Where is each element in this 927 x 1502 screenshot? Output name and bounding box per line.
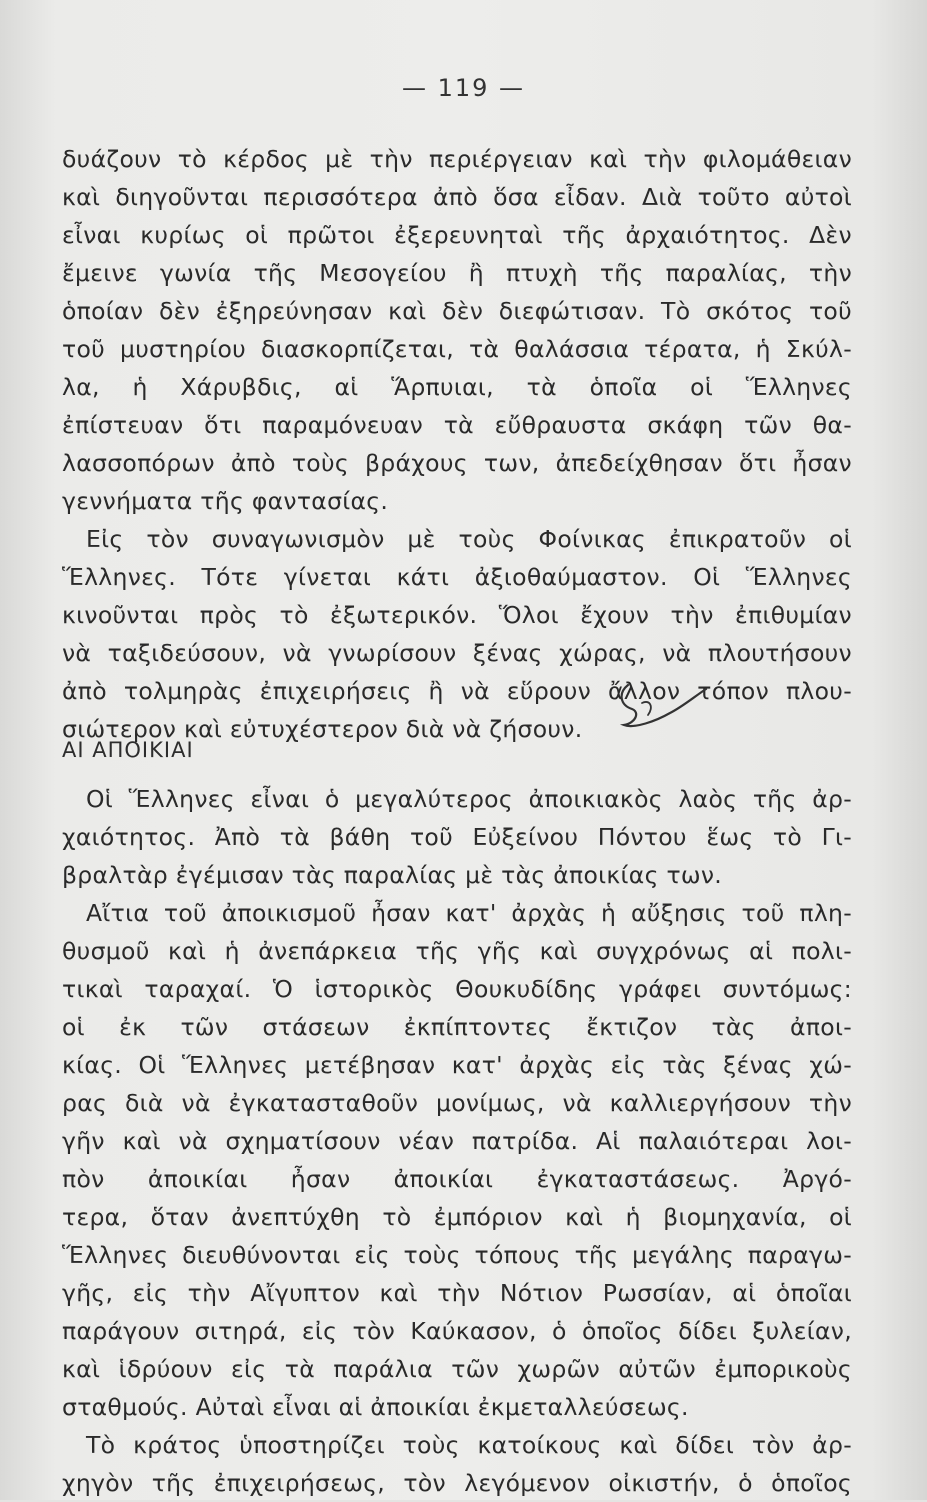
- text-line: λα, ἡ Χάρυβδις, αἱ Ἅρπυιαι, τὰ ὁποῖα οἱ Ἕλληνες: [62, 373, 852, 401]
- text-line: Τὸ κράτος ὑποστηρίζει τοὺς κατοίκους καὶ δίδει τὸν ἀρ-: [86, 1431, 852, 1459]
- text-line: Ἕλληνες διευθύνονται εἰς τοὺς τόπους τῆς μεγάλης παραγω-: [62, 1241, 852, 1269]
- paragraph: [62, 1426, 852, 1502]
- text-line: σταθμούς. Αὐταὶ εἶναι αἱ ἀποικίαι ἐκμεταλλεύσεως.: [62, 1393, 689, 1421]
- top-text-block: [62, 140, 852, 748]
- text-line: κινοῦνται πρὸς τὸ ἐξωτερικόν. Ὅλοι ἔχουν τὴν ἐπιθυμίαν: [62, 601, 852, 629]
- text-line: Ἕλληνες. Τότε γίνεται κάτι ἀξιοθαύμαστον. Οἱ Ἕλληνες: [62, 563, 852, 591]
- text-line: βραλτὰρ ἐγέμισαν τὰς παραλίας μὲ τὰς ἀποικίας των.: [62, 861, 723, 889]
- text-line: παράγουν σιτηρά, εἰς τὸν Καύκασον, ὁ ὁποῖος δίδει ξυλείαν,: [62, 1317, 852, 1345]
- text-line: γῆν καὶ νὰ σχηματίσουν νέαν πατρίδα. Αἱ παλαιότεραι λοι-: [62, 1127, 852, 1155]
- text-line: γεννήματα τῆς φαντασίας.: [62, 487, 389, 515]
- text-line: χαιότητος. Ἀπὸ τὰ βάθη τοῦ Εὐξείνου Πόντου ἕως τὸ Γι-: [62, 823, 852, 851]
- text-line: τικαὶ ταραχαί. Ὁ ἱστορικὸς Θουκυδίδης γράφει συντόμως:: [62, 975, 852, 1003]
- text-line: τερα, ὅταν ἀνεπτύχθη τὸ ἐμπόριον καὶ ἡ βιομηχανία, οἱ: [62, 1203, 852, 1231]
- text-line: οἱ ἐκ τῶν στάσεων ἐκπίπτοντες ἔκτιζον τὰς ἀποι-: [62, 1013, 852, 1041]
- text-line: λασσοπόρων ἀπὸ τοὺς βράχους των, ἀπεδείχθησαν ὅτι ἦσαν: [62, 449, 852, 477]
- text-line: ἀπὸ τολμηρὰς ἐπιχειρήσεις ἢ νὰ εὕρουν ἄλλον τόπον πλου-: [62, 677, 852, 705]
- text-line: Οἱ Ἕλληνες εἶναι ὁ μεγαλύτερος ἀποικιακὸς λαὸς τῆς ἀρ-: [86, 785, 852, 813]
- text-line: χηγὸν τῆς ἐπιχειρήσεως, τὸν λεγόμενον οἰκιστήν, ὁ ὁποῖος: [62, 1469, 852, 1497]
- text-line: ρας διὰ νὰ ἐγκατασταθοῦν μονίμως, νὰ καλλιεργήσουν τὴν: [62, 1089, 852, 1117]
- text-line: δυάζουν τὸ κέρδος μὲ τὴν περιέργειαν καὶ τὴν φιλομάθειαν: [62, 145, 852, 173]
- text-line: πὸν ἀποικίαι ἦσαν ἀποικίαι ἐγκαταστάσεως. Ἀργό-: [62, 1165, 852, 1193]
- paragraph: [62, 140, 852, 520]
- section-heading: ΑΙ ΑΠΟΙΚΙΑΙ: [62, 738, 194, 762]
- text-line: σιώτερον καὶ εὐτυχέστερον διὰ νὰ ζήσουν.: [62, 715, 583, 743]
- text-line: καὶ διηγοῦνται περισσότερα ἀπὸ ὅσα εἶδαν. Διὰ τοῦτο αὐτοὶ: [62, 183, 852, 211]
- text-line: εἶναι κυρίως οἱ πρῶτοι ἐξερευνηταὶ τῆς ἀρχαιότητος. Δὲν: [62, 221, 852, 249]
- text-line: Αἴτια τοῦ ἀποικισμοῦ ἦσαν κατ' ἀρχὰς ἡ αὔξησις τοῦ πλη-: [86, 899, 852, 927]
- text-line: κίας. Οἱ Ἕλληνες μετέβησαν κατ' ἀρχὰς εἰς τὰς ξένας χώ-: [62, 1051, 852, 1079]
- paragraph: [62, 894, 852, 1426]
- paragraph: [62, 780, 852, 894]
- text-line: θυσμοῦ καὶ ἡ ἀνεπάρκεια τῆς γῆς καὶ συγχρόνως αἱ πολι-: [62, 937, 852, 965]
- text-line: τοῦ μυστηρίου διασκορπίζεται, τὰ θαλάσσια τέρατα, ἡ Σκύλ-: [62, 335, 852, 363]
- paragraph: [62, 520, 852, 748]
- bottom-text-block: [62, 780, 852, 1502]
- text-line: ὁποίαν δὲν ἐξηρεύνησαν καὶ δὲν διεφώτισαν. Τὸ σκότος τοῦ: [62, 297, 852, 325]
- text-line: νὰ ταξιδεύσουν, νὰ γνωρίσουν ξένας χώρας, νὰ πλουτήσουν: [62, 639, 852, 667]
- text-line: γῆς, εἰς τὴν Αἴγυπτον καὶ τὴν Νότιον Ρωσσίαν, αἱ ὁποῖαι: [62, 1279, 852, 1307]
- text-line: Εἰς τὸν συναγωνισμὸν μὲ τοὺς Φοίνικας ἐπικρατοῦν οἱ: [86, 525, 852, 553]
- text-line: καὶ ἱδρύουν εἰς τὰ παράλια τῶν χωρῶν αὐτῶν ἐμπορικοὺς: [62, 1355, 852, 1383]
- text-line: ἐπίστευαν ὅτι παραμόνευαν τὰ εὔθραυστα σκάφη τῶν θα-: [62, 411, 852, 439]
- page-number: — 119 —: [401, 74, 526, 102]
- handwritten-mark-icon: [610, 675, 720, 735]
- text-line: ἔμεινε γωνία τῆς Μεσογείου ἢ πτυχὴ τῆς παραλίας, τὴν: [62, 259, 852, 287]
